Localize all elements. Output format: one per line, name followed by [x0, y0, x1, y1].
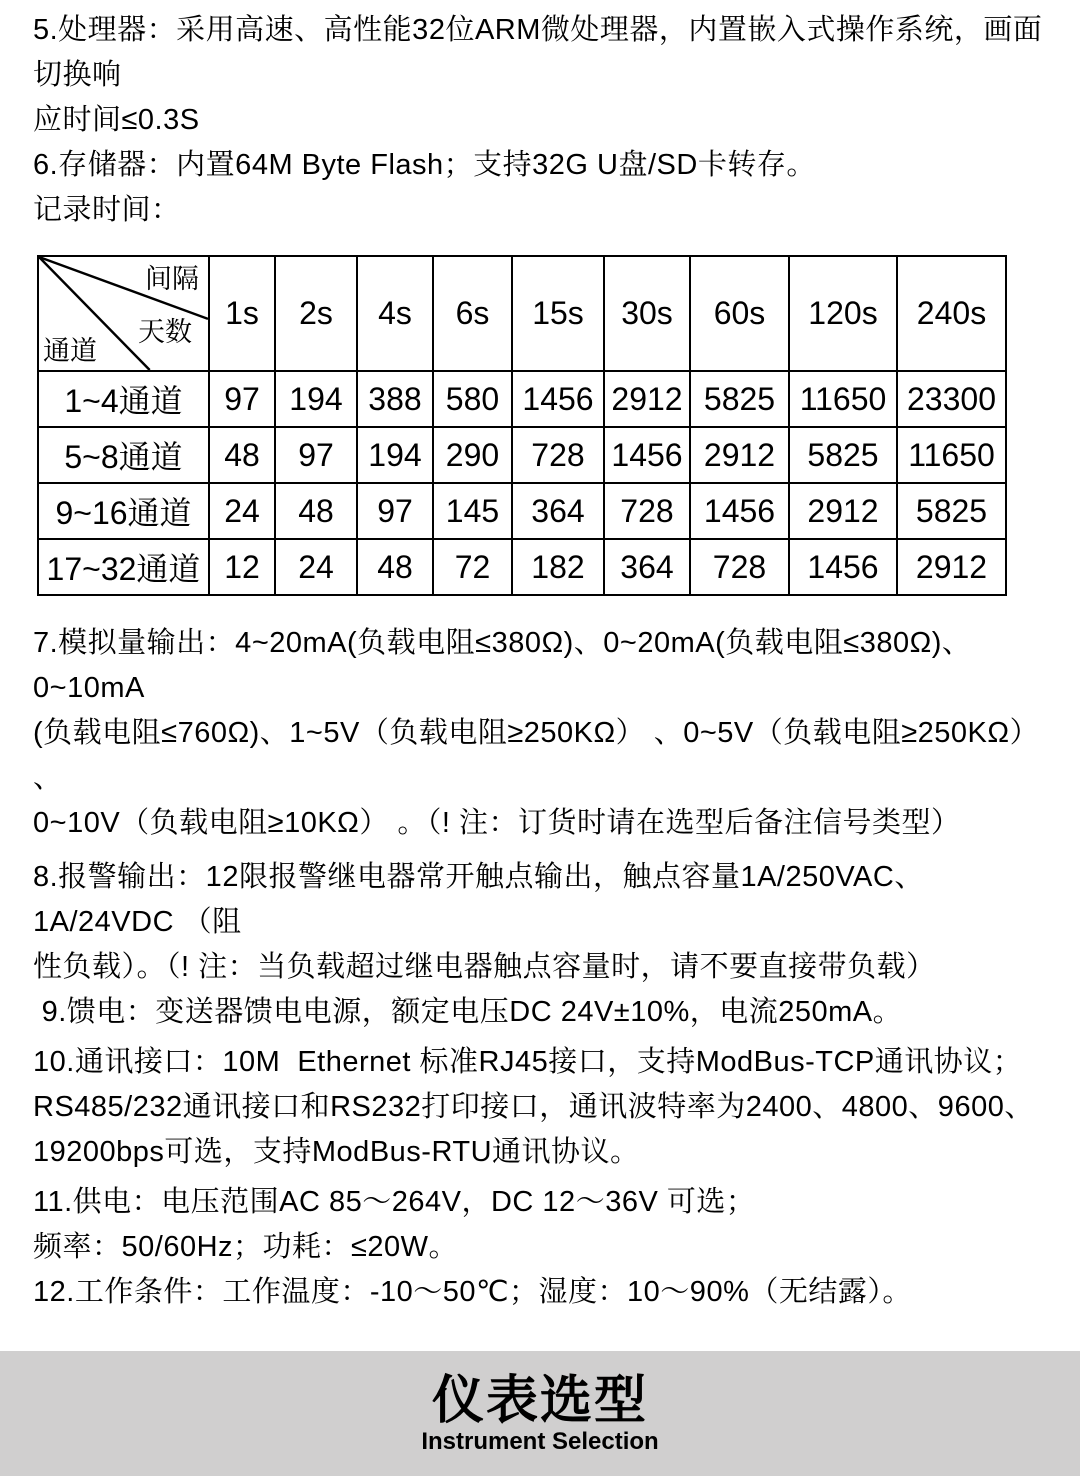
table-cell: 194 [275, 371, 357, 427]
spec-line: 19200bps可选，支持ModBus-RTU通讯协议。 [33, 1136, 640, 1168]
table-row [38, 539, 1006, 595]
channel-row-label: 17~32通道 [38, 539, 209, 595]
spec-line: 10.通讯接口：10M Ethernet 标准RJ45接口，支持ModBus-TCP通讯协议； [33, 1046, 1023, 1078]
table-cell: 5825 [789, 427, 897, 483]
spec-line: 12.工作条件：工作温度：-10～50℃；湿度：10～90%（无结露）。 [33, 1276, 912, 1308]
table-cell: 580 [433, 371, 512, 427]
table-cell: 12 [209, 539, 275, 595]
spec-line: RS485/232通讯接口和RS232打印接口，通讯波特率为2400、4800、9600、 [33, 1091, 1034, 1123]
interval-header: 240s [897, 256, 1006, 371]
corner-label-days: 天数 [138, 317, 192, 347]
interval-header: 15s [512, 256, 604, 371]
spec-line: (负载电阻≤760Ω)、1~5V（负载电阻≥250KΩ） 、0~5V（负载电阻≥250KΩ） 、 [33, 717, 1048, 794]
spec-line: 6.存储器：内置64M Byte Flash；支持32G U盘/SD卡转存。 [33, 149, 816, 181]
table-cell: 5825 [897, 483, 1006, 539]
table-cell: 24 [275, 539, 357, 595]
table-cell: 388 [357, 371, 433, 427]
table-cell: 290 [433, 427, 512, 483]
interval-header: 2s [275, 256, 357, 371]
interval-header: 120s [789, 256, 897, 371]
spec-line: 8.报警输出：12限报警继电器常开触点输出，触点容量1A/250VAC、1A/24VDC （阻 [33, 861, 924, 938]
section-title: 仪表选型 [431, 1371, 648, 1430]
corner-label-channel: 通道 [43, 336, 97, 366]
table-cell: 97 [209, 371, 275, 427]
table-cell: 728 [690, 539, 789, 595]
table-cell: 1456 [604, 427, 690, 483]
recording-time-table [37, 255, 1007, 596]
table-cell: 97 [357, 483, 433, 539]
table-cell: 72 [433, 539, 512, 595]
spec-line: 11.供电：电压范围AC 85～264V，DC 12～36V 可选； [33, 1186, 756, 1218]
table-cell: 1456 [690, 483, 789, 539]
table-cell: 2912 [897, 539, 1006, 595]
table-cell: 11650 [789, 371, 897, 427]
channel-row-label: 5~8通道 [38, 427, 209, 483]
table-cell: 11650 [897, 427, 1006, 483]
table-header-row [38, 256, 1006, 371]
interval-header: 30s [604, 256, 690, 371]
table-cell: 194 [357, 427, 433, 483]
table-cell: 48 [209, 427, 275, 483]
table-cell: 364 [604, 539, 690, 595]
table-cell: 1456 [789, 539, 897, 595]
interval-header: 60s [690, 256, 789, 371]
table-cell: 97 [275, 427, 357, 483]
table-cell: 23300 [897, 371, 1006, 427]
table-row [38, 427, 1006, 483]
diagonal-corner-cell [38, 256, 209, 371]
corner-label-interval: 间隔 [145, 264, 199, 294]
spec-line: 7.模拟量输出：4~20mA(负载电阻≤380Ω)、0~20mA(负载电阻≤380Ω)、0~10mA [33, 627, 972, 704]
spec-line: 0~10V（负载电阻≥10KΩ） 。（! 注：订货时请在选型后备注信号类型） [33, 807, 961, 839]
table-cell: 728 [604, 483, 690, 539]
table-cell: 728 [512, 427, 604, 483]
spec-line: 频率：50/60Hz；功耗：≤20W。 [33, 1231, 459, 1263]
section-subtitle: Instrument Selection [421, 1427, 659, 1455]
interval-header: 6s [433, 256, 512, 371]
channel-row-label: 1~4通道 [38, 371, 209, 427]
table-cell: 5825 [690, 371, 789, 427]
table-cell: 24 [209, 483, 275, 539]
table-cell: 145 [433, 483, 512, 539]
table-cell: 2912 [690, 427, 789, 483]
table-cell: 182 [512, 539, 604, 595]
table-cell: 2912 [604, 371, 690, 427]
table-row [38, 371, 1006, 427]
section-banner [0, 1351, 1080, 1476]
spec-line: 9.馈电：变送器馈电电源，额定电压DC 24V±10%，电流250mA。 [33, 996, 903, 1028]
table-cell: 48 [275, 483, 357, 539]
table-cell: 2912 [789, 483, 897, 539]
table-cell: 364 [512, 483, 604, 539]
spec-line: 应时间≤0.3S [33, 104, 200, 136]
interval-header: 1s [209, 256, 275, 371]
spec-line: 记录时间： [33, 194, 181, 226]
table-cell: 1456 [512, 371, 604, 427]
spec-line: 性负载）。（! 注：当负载超过继电器触点容量时，请不要直接带负载） [33, 951, 936, 983]
table-row [38, 483, 1006, 539]
interval-header: 4s [357, 256, 433, 371]
table-cell: 48 [357, 539, 433, 595]
channel-row-label: 9~16通道 [38, 483, 209, 539]
spec-line: 5.处理器：采用高速、高性能32位ARM微处理器，内置嵌入式操作系统，画面切换响 [33, 14, 1043, 91]
